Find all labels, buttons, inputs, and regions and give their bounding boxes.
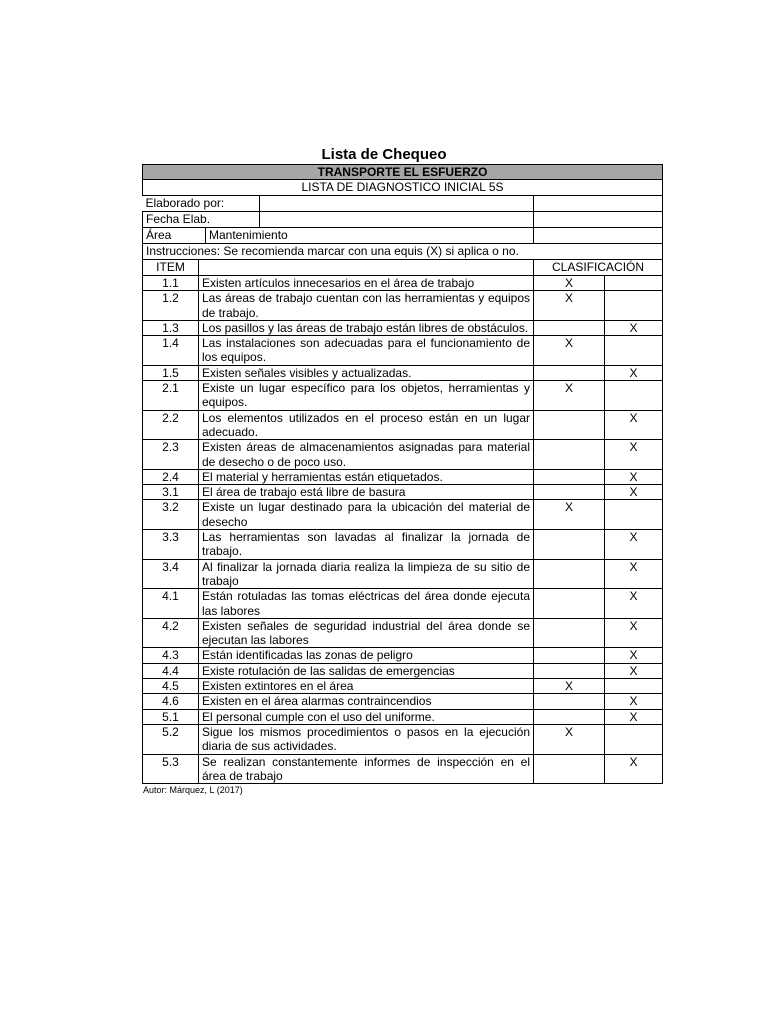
mark-no[interactable]: X — [605, 530, 663, 560]
item-number: 4.3 — [143, 648, 199, 663]
mark-no[interactable]: X — [605, 365, 663, 380]
item-description: Las áreas de trabajo cuentan con las herramientas y equipos de trabajo. — [199, 291, 534, 321]
item-description: Los pasillos y las áreas de trabajo están libres de obstáculos. — [199, 320, 534, 335]
item-description: Se realizan constantemente informes de inspección en el área de trabajo — [199, 754, 534, 784]
mark-yes[interactable] — [534, 663, 605, 678]
item-description: Existe un lugar específico para los objetos, herramientas y equipos. — [199, 381, 534, 411]
item-number: 4.1 — [143, 589, 199, 619]
mark-no[interactable]: X — [605, 559, 663, 589]
table-row — [143, 365, 663, 380]
elaborado-row — [143, 196, 663, 212]
mark-no[interactable] — [605, 336, 663, 366]
column-header-row — [143, 260, 663, 276]
company-header-row — [143, 165, 663, 180]
mark-yes[interactable] — [534, 559, 605, 589]
table-row — [143, 500, 663, 530]
item-description: Existen extintores en el área — [199, 679, 534, 694]
item-description: Están rotuladas las tomas eléctricas del área donde ejecuta las labores — [199, 589, 534, 619]
item-description: El material y herramientas están etiquetados. — [199, 469, 534, 484]
clasificacion-column-header: CLASIFICACIÓN — [534, 260, 663, 276]
item-description: Al finalizar la jornada diaria realiza la limpieza de su sitio de trabajo — [199, 559, 534, 589]
mark-no[interactable]: X — [605, 485, 663, 500]
item-number: 1.4 — [143, 336, 199, 366]
table-row — [143, 320, 663, 335]
mark-yes[interactable]: X — [534, 276, 605, 291]
item-number: 3.1 — [143, 485, 199, 500]
mark-yes[interactable] — [534, 754, 605, 784]
mark-no[interactable]: X — [605, 410, 663, 440]
item-number: 4.4 — [143, 663, 199, 678]
table-row — [143, 276, 663, 291]
item-column-header: ITEM — [143, 260, 199, 276]
item-number: 3.4 — [143, 559, 199, 589]
mark-no[interactable]: X — [605, 663, 663, 678]
mark-no[interactable]: X — [605, 589, 663, 619]
mark-no[interactable] — [605, 276, 663, 291]
table-row — [143, 336, 663, 366]
table-row — [143, 589, 663, 619]
item-description: Las herramientas son lavadas al finalizar la jornada de trabajo. — [199, 530, 534, 560]
item-description: Los elementos utilizados en el proceso están en un lugar adecuado. — [199, 410, 534, 440]
item-number: 2.4 — [143, 469, 199, 484]
item-number: 2.1 — [143, 381, 199, 411]
table-row — [143, 469, 663, 484]
item-number: 4.2 — [143, 618, 199, 648]
mark-yes[interactable]: X — [534, 291, 605, 321]
mark-no[interactable] — [605, 724, 663, 754]
mark-yes[interactable]: X — [534, 724, 605, 754]
table-row — [143, 530, 663, 560]
mark-yes[interactable] — [534, 365, 605, 380]
item-number: 3.2 — [143, 500, 199, 530]
subtitle-row — [143, 180, 663, 196]
table-row — [143, 559, 663, 589]
table-row — [143, 381, 663, 411]
mark-no[interactable]: X — [605, 648, 663, 663]
item-number: 5.2 — [143, 724, 199, 754]
checklist-subtitle: LISTA DE DIAGNOSTICO INICIAL 5S — [143, 180, 663, 196]
item-number: 2.2 — [143, 410, 199, 440]
table-row — [143, 754, 663, 784]
mark-no[interactable]: X — [605, 618, 663, 648]
area-value: Mantenimiento — [209, 228, 288, 242]
mark-no[interactable]: X — [605, 469, 663, 484]
mark-no[interactable] — [605, 679, 663, 694]
mark-yes[interactable] — [534, 618, 605, 648]
area-label: Área — [143, 228, 206, 243]
table-row — [143, 663, 663, 678]
table-row — [143, 694, 663, 709]
mark-yes[interactable]: X — [534, 381, 605, 411]
item-description: Existen en el área alarmas contraincendios — [199, 694, 534, 709]
mark-yes[interactable] — [534, 694, 605, 709]
mark-no[interactable]: X — [605, 320, 663, 335]
mark-yes[interactable] — [534, 589, 605, 619]
table-row — [143, 291, 663, 321]
item-number: 1.3 — [143, 320, 199, 335]
elaborado-label: Elaborado por: — [143, 196, 260, 211]
mark-yes[interactable] — [534, 530, 605, 560]
table-row — [143, 618, 663, 648]
mark-yes[interactable] — [534, 320, 605, 335]
mark-yes[interactable]: X — [534, 679, 605, 694]
item-description: Sigue los mismos procedimientos o pasos en la ejecución diaria de sus actividades. — [199, 724, 534, 754]
mark-yes[interactable] — [534, 469, 605, 484]
mark-no[interactable]: X — [605, 440, 663, 470]
mark-no[interactable]: X — [605, 694, 663, 709]
item-description: Existen áreas de almacenamientos asignadas para material de desecho o de poco uso. — [199, 440, 534, 470]
item-number: 1.2 — [143, 291, 199, 321]
fecha-row — [143, 212, 663, 228]
instructions-row — [143, 244, 663, 260]
mark-yes[interactable] — [534, 648, 605, 663]
item-number: 1.5 — [143, 365, 199, 380]
item-number: 4.6 — [143, 694, 199, 709]
item-number: 1.1 — [143, 276, 199, 291]
item-number: 4.5 — [143, 679, 199, 694]
item-number: 2.3 — [143, 440, 199, 470]
mark-yes[interactable]: X — [534, 336, 605, 366]
table-row — [143, 440, 663, 470]
table-row — [143, 709, 663, 724]
fecha-label: Fecha Elab. — [143, 212, 260, 227]
instructions-text: Instrucciones: Se recomienda marcar con una equis (X) si aplica o no. — [143, 244, 663, 260]
mark-no[interactable]: X — [605, 709, 663, 724]
item-description: Existen señales visibles y actualizadas. — [199, 365, 534, 380]
item-description: Existen señales de seguridad industrial del área donde se ejecutan las labores — [199, 618, 534, 648]
page-title: Lista de Chequeo — [321, 146, 447, 163]
item-description: El área de trabajo está libre de basura — [199, 485, 534, 500]
item-description: Existe rotulación de las salidas de emergencias — [199, 663, 534, 678]
table-row — [143, 485, 663, 500]
item-number: 5.1 — [143, 709, 199, 724]
mark-yes[interactable] — [534, 410, 605, 440]
mark-no[interactable]: X — [605, 754, 663, 784]
item-description: Las instalaciones son adecuadas para el funcionamiento de los equipos. — [199, 336, 534, 366]
mark-yes[interactable] — [534, 485, 605, 500]
table-row — [143, 724, 663, 754]
table-row — [143, 410, 663, 440]
item-description: Existe un lugar destinado para la ubicación del material de desecho — [199, 500, 534, 530]
mark-no[interactable] — [605, 291, 663, 321]
item-description: Están identificadas las zonas de peligro — [199, 648, 534, 663]
item-number: 3.3 — [143, 530, 199, 560]
table-row — [143, 679, 663, 694]
mark-yes[interactable] — [534, 440, 605, 470]
item-description: Existen artículos innecesarios en el área de trabajo — [199, 276, 534, 291]
mark-no[interactable] — [605, 500, 663, 530]
item-description: El personal cumple con el uso del uniforme. — [199, 709, 534, 724]
author-caption: Autor: Márquez, L (2017) — [143, 785, 243, 795]
fecha-field[interactable] — [260, 212, 534, 227]
company-name: TRANSPORTE EL ESFUERZO — [143, 165, 663, 180]
mark-yes[interactable] — [534, 709, 605, 724]
checklist-table — [142, 164, 663, 784]
mark-no[interactable] — [605, 381, 663, 411]
area-row — [143, 228, 663, 244]
elaborado-field[interactable] — [259, 196, 533, 211]
table-row — [143, 648, 663, 663]
item-number: 5.3 — [143, 754, 199, 784]
mark-yes[interactable]: X — [534, 500, 605, 530]
